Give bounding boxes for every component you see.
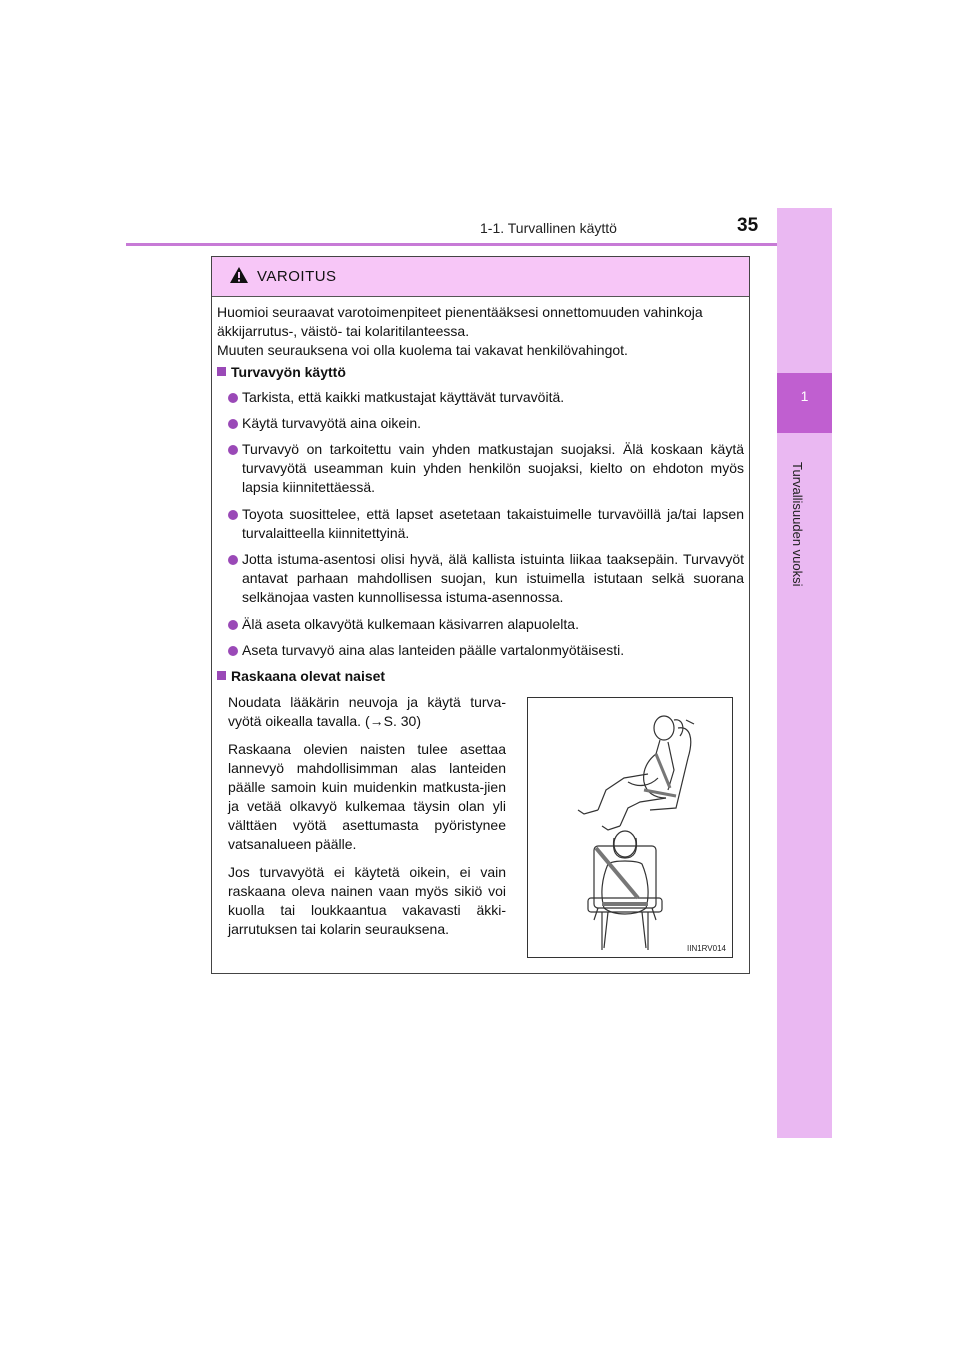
round-bullet-icon [228,555,238,565]
warning-intro [217,303,745,360]
pregnant-guidance-text [228,693,506,948]
list-item-text: Aseta turvavyö aina alas lanteiden päälle vartalonmyötäisesti. [242,642,625,658]
header-section-title: 1-1. Turvallinen käyttö [480,220,617,236]
section-heading-text: Turvavyön käyttö [231,364,346,380]
square-bullet-icon [217,367,226,376]
section-heading-text: Raskaana olevat naiset [231,668,386,684]
list-item-text: Käytä turvavyötä aina oikein. [242,415,421,431]
pregnant-seatbelt-illustration [527,697,733,958]
list-item-text: Jotta istuma-asentosi olisi hyvä, älä kallista istuinta liikaa taaksepäin. Turvavyöt antavat parhaan mahdollisen suojan, kun istuimella istutaan selkä suorana selkänojaa vasten kunnollisessa istuma-asennossa. [242,551,744,605]
paragraph: Jos turvavyötä ei käytetä oikein, ei vain raskaana oleva nainen vaan myös sikiö voi kuolla tai loukkaantua vakavasti äkki-jarrutuksen tai kolarin seurauksena. [228,864,506,937]
paragraph: Noudata lääkärin neuvoja ja käytä turva-vyötä oikealla tavalla. (→S. 30) [228,694,506,729]
round-bullet-icon [228,646,238,656]
seatbelt-figure-drawing [528,698,732,957]
list-item [228,641,744,660]
round-bullet-icon [228,620,238,630]
list-item [228,615,744,634]
warning-title: VAROITUS [257,268,337,285]
list-item [228,440,744,497]
round-bullet-icon [228,510,238,520]
chapter-tab-number: 1 [800,388,809,404]
list-item-text: Toyota suosittelee, että lapset asetetaan takaistuimelle turvavöillä ja/tai lapsen turvalaitteella kiinnitettyinä. [242,506,744,541]
round-bullet-icon [228,445,238,455]
section-heading-seatbelt-use [217,363,346,382]
square-bullet-icon [217,671,226,680]
list-item [228,550,744,607]
list-item [228,505,744,543]
warning-triangle-icon [229,266,249,289]
warning-box [211,256,750,974]
warning-header [212,257,749,297]
paragraph: Raskaana olevien naisten tulee asettaa lannevyö mahdollisimman alas lanteiden päälle samoin kuin muidenkin matkusta-jien ja vetää olkavyö kulkemaa täysin olan yli välttäen vyötä asettumasta pyöristynee vatsanalueen päälle. [228,741,506,852]
intro-paragraph: Huomioi seuraavat varotoimenpiteet pienentääksesi onnettomuuden vahinkoja äkkijarrutus-, väistö- tai kolaritilanteessa. [217,304,703,339]
section-heading-pregnant-women [217,667,385,686]
header-rule [126,243,832,246]
figure-code: IIN1RV014 [687,944,726,953]
page-number: 35 [737,215,759,236]
intro-paragraph: Muuten seurauksena voi olla kuolema tai vakavat henkilövahingot. [217,342,628,358]
list-item [228,388,744,407]
list-item [228,414,744,433]
side-strip [777,208,832,1138]
round-bullet-icon [228,393,238,403]
list-item-text: Tarkista, että kaikki matkustajat käyttävät turvavöitä. [242,389,565,405]
list-item-text: Turvavyö on tarkoitettu vain yhden matkustajan suojaksi. Älä koskaan käytä turvavyötä useamman kuin yhden henkilön suojaksi, kielto on ehdoton myös lapsia kiinnitettäessä. [242,441,744,495]
chapter-tab-label: Turvallisuuden vuoksi [790,462,805,587]
round-bullet-icon [228,419,238,429]
list-item-text: Älä aseta olkavyötä kulkemaan käsivarren alapuolelta. [242,616,579,632]
